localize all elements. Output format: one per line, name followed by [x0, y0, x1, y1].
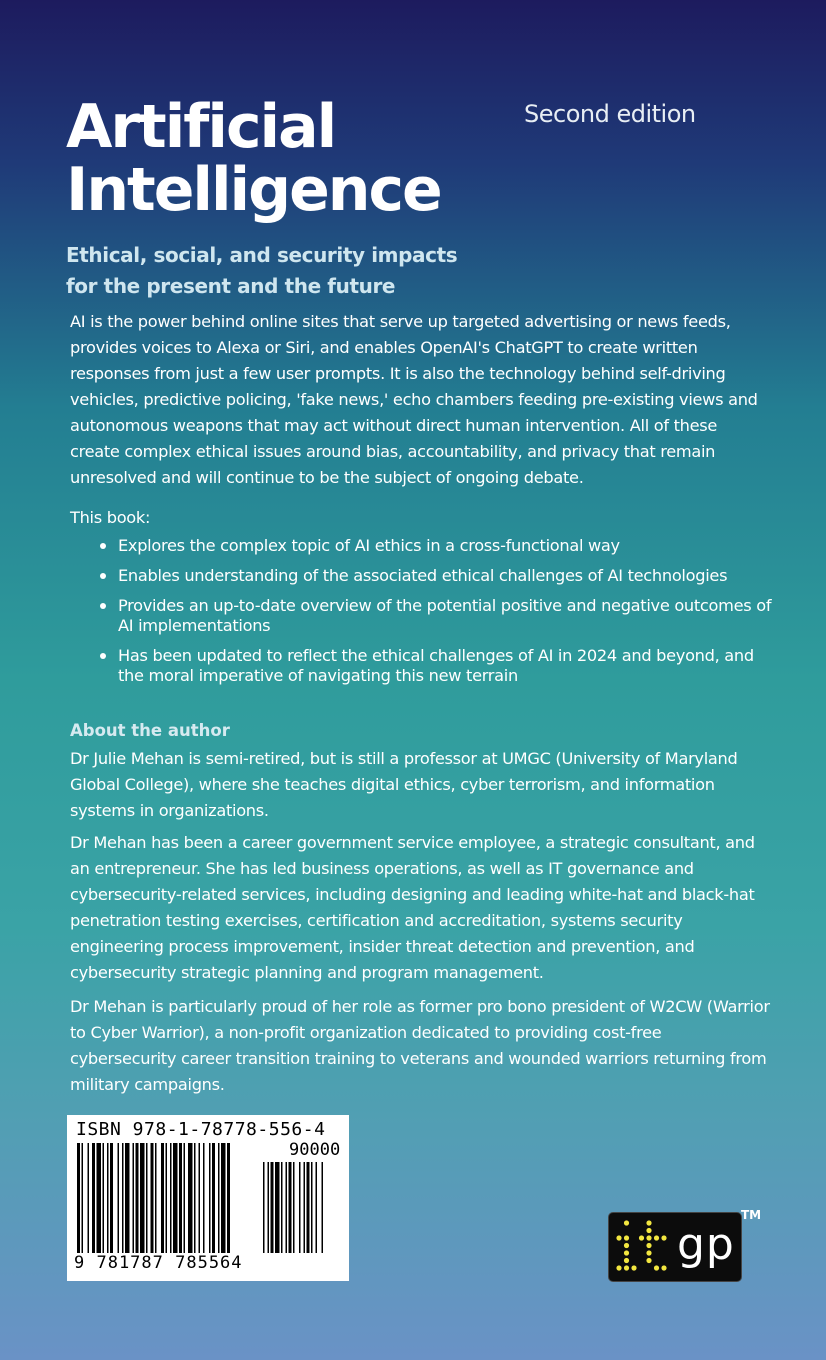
list-item — [96, 596, 776, 636]
author-bio-1: Dr Julie Mehan is semi-retired, but is still a professor at UMGC (University of Maryland Global College), where she teaches digital ethics, cyber terrorism, and information systems in organizations. — [70, 749, 738, 820]
feature-list — [96, 536, 776, 696]
list-item-text: Explores the complex topic of AI ethics in a cross-functional way — [118, 536, 620, 555]
edition-label: Second edition — [524, 100, 696, 128]
trademark-mark: TM — [741, 1208, 762, 1222]
logo-gp-text: gp — [677, 1219, 735, 1270]
itgp-logo — [608, 1212, 742, 1282]
it-dot-matrix-icon — [611, 1213, 675, 1281]
list-item — [96, 536, 776, 556]
bullet-icon — [100, 543, 106, 549]
book-title — [66, 92, 441, 225]
author-bio-3: Dr Mehan is particularly proud of her role as former pro bono president of W2CW (Warrior to Cyber Warrior), a non-profit organization dedicated to providing cost-free cybersecurity career transition training to veterans and wounded warriors returning from military campaigns. — [70, 997, 770, 1094]
isbn-digits: 9 781787 785564 — [74, 1253, 243, 1273]
author-bio-2: Dr Mehan has been a career government service employee, a strategic consultant, and an entrepreneur. She has led business operations, as well as IT governance and cybersecurity-related services, including designing and leading white-hat and black-hat penetration testing exercises, certification and accreditation, systems security engineering process improvement, insider threat detection and prevention, and cybersecurity strategic planning and program management. — [70, 833, 755, 982]
isbn-barcode — [67, 1115, 349, 1281]
title-line-2: Intelligence — [66, 155, 441, 225]
bullet-icon — [100, 573, 106, 579]
list-item-text: Provides an up-to-date overview of the potential positive and negative outcomes of AI implementations — [118, 596, 772, 635]
book-subtitle: Ethical, social, and security impacts for the present and the future — [66, 243, 458, 298]
list-item — [96, 646, 776, 686]
price-code: 90000 — [289, 1140, 341, 1160]
list-lead: This book: — [70, 508, 151, 527]
list-item-text: Enables understanding of the associated ethical challenges of AI technologies — [118, 566, 728, 585]
list-item — [96, 566, 776, 586]
bullet-icon — [100, 603, 106, 609]
bullet-icon — [100, 653, 106, 659]
intro-paragraph: AI is the power behind online sites that serve up targeted advertising or news feeds, provides voices to Alexa or Siri, and enables OpenAI's ChatGPT to create written responses from just a few user prompts. It is also the technology behind self-driving vehicles, predictive policing, 'fake news,' echo chambers feeding pre-existing views and autonomous weapons that may act without direct human intervention. All of these create complex ethical issues around bias, accountability, and privacy that remain unresolved and will continue to be the subject of ongoing debate. — [70, 312, 758, 487]
isbn-label: ISBN 978-1-78778-556-4 — [76, 1119, 326, 1140]
title-line-1: Artificial — [66, 92, 336, 162]
list-item-text: Has been updated to reflect the ethical challenges of AI in 2024 and beyond, and the moral imperative of navigating this new terrain — [118, 646, 754, 685]
author-heading: About the author — [70, 721, 230, 740]
